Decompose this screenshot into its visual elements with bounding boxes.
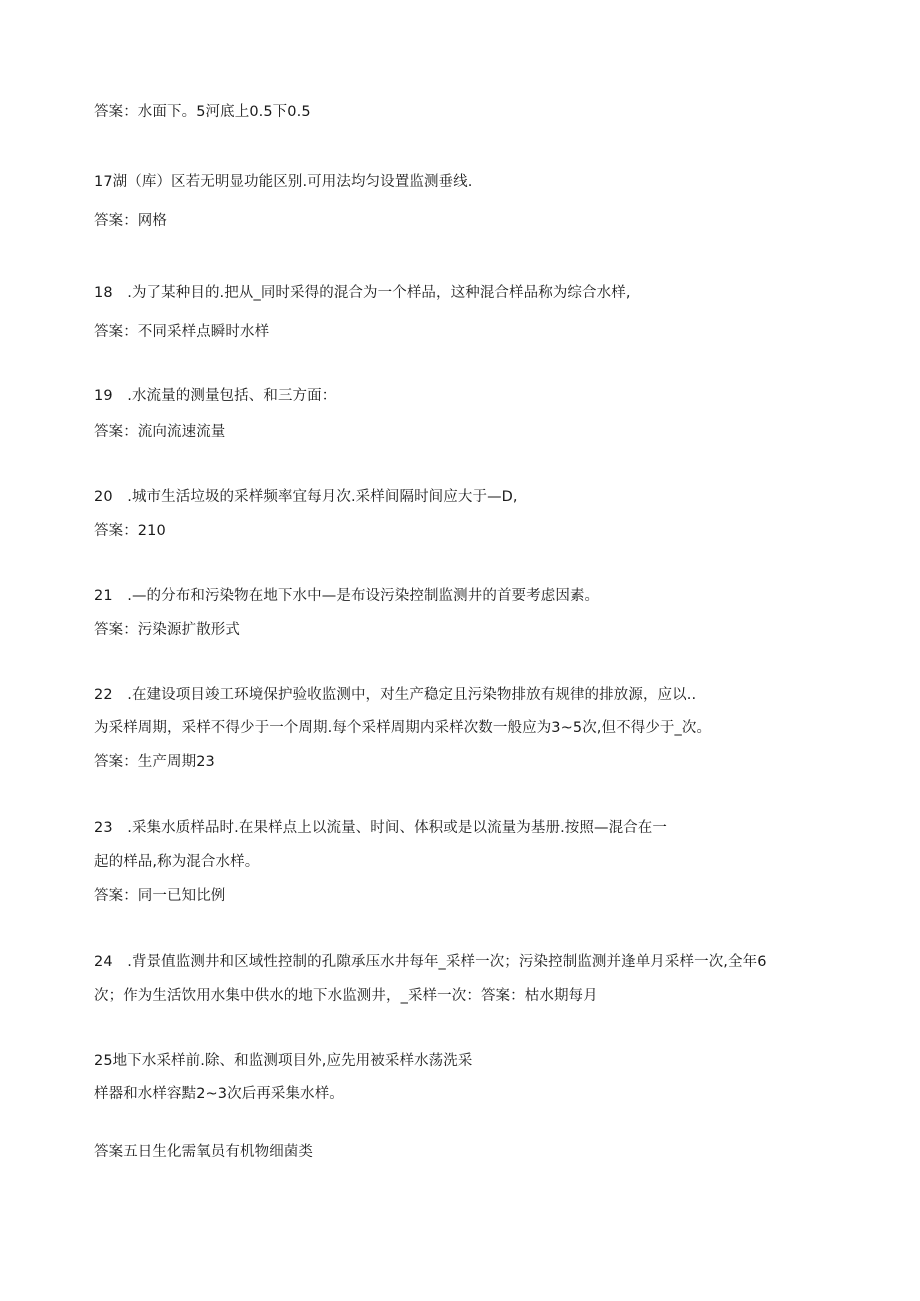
answer-line: 答案：网格 [94,213,167,229]
answer-line: 答案：流向流速流量 [94,424,226,440]
question-25: 25地下水采样前.除、和监测项目外,应先用被采样水荡洗采 [94,1053,473,1069]
question-20: 20 .城市生活垃圾的采样频率宜每月次.采样间隔时间应大于—D, [94,489,518,505]
question-17: 17湖（库）区若无明显功能区别.可用法均匀设置监测垂线. [94,174,473,190]
answer-line: 答案：水面下。5河底上0.5下0.5 [94,104,311,120]
question-19: 19 .水流量的测量包括、和三方面： [94,388,337,404]
answer-line: 答案：生产周期23 [94,754,215,770]
question-24: 24 .背景值监测井和区域性控制的孔隙承压水井每年_采样一次；污染控制监测并逢单月采样一次,全年6 [94,954,767,970]
answer-line: 答案：同一已知比例 [94,888,226,904]
answer-line: 答案：污染源扩散形式 [94,622,240,638]
answer-line: 答案：210 [94,523,166,539]
question-18: 18 .为了某种目的.把从_同时采得的混合为一个样品，这种混合样品称为综合水样, [94,285,631,301]
question-24-continued: 次；作为生活饮用水集中供水的地下水监测井，_采样一次：答案：枯水期每月 [94,988,598,1004]
question-23: 23 .采集水质样品时.在果样点上以流量、时间、体积或是以流量为基册.按照—混合在一 [94,820,667,836]
question-23-continued: 起的样品,称为混合水样。 [94,854,260,870]
answer-line: 答案五日生化需氧员有机物细菌类 [94,1144,313,1160]
question-22: 22 .在建设项目竣工环境保护验收监测中，对生产稳定且污染物排放有规律的排放源，应以.. [94,687,697,703]
answer-line: 答案：不同采样点瞬时水样 [94,324,270,340]
question-25-continued: 样器和水样容黠2~3次后再采集水样。 [94,1086,344,1102]
question-22-continued: 为采样周期，采样不得少于一个周期.每个采样周期内采样次数一般应为3~5次,但不得少于_次。 [94,720,712,736]
question-21: 21 .—的分布和污染物在地下水中—是布设污染控制监测井的首要考虑因素。 [94,588,600,604]
